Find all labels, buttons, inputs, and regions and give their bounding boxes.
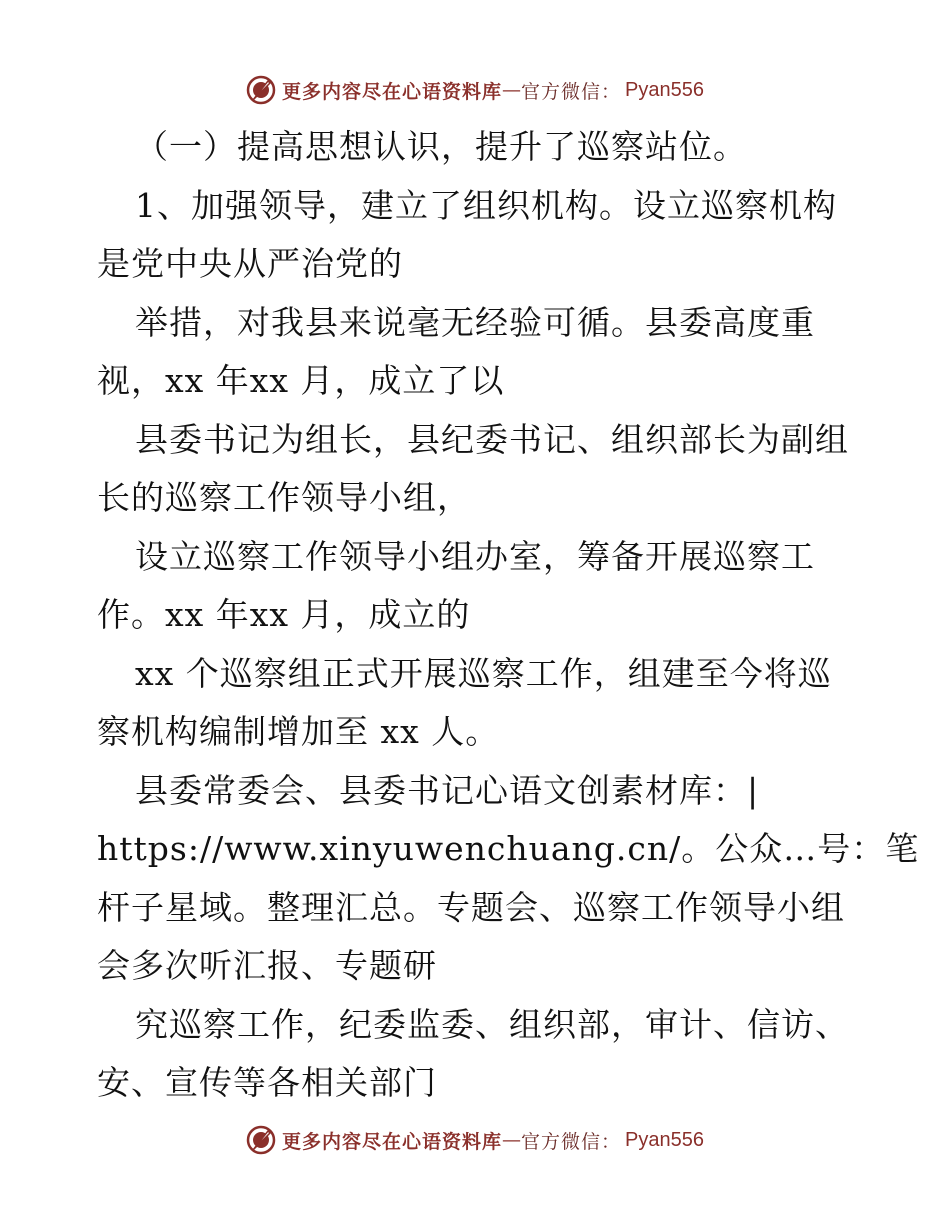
text-line: 是党中央从严治党的: [97, 244, 403, 283]
text-line: 视，xx 年xx 月，成立了以: [97, 361, 505, 400]
text-line: 作。xx 年xx 月，成立的: [97, 595, 471, 634]
header-banner: [0, 70, 950, 110]
text-line: 杆子星域。整理汇总。专题会、巡察工作领导小组: [97, 887, 845, 927]
text-line: 究巡察工作，纪委监委、组织部，审计、信访、: [135, 1004, 849, 1044]
quill-logo-icon: [246, 75, 276, 105]
text-line: xx 个巡察组正式开展巡察工作，组建至今将巡: [135, 653, 832, 693]
document-body: [97, 118, 920, 1113]
banner-main-text: 更多内容尽在心语资料库: [282, 1130, 503, 1153]
text-line: 设立巡察工作领导小组办室，筹备开展巡察工: [135, 536, 815, 576]
banner-wechat-id: Pyan556: [625, 78, 704, 101]
text-line: 安、宣传等各相关部门: [97, 1063, 437, 1102]
banner-separator: —: [502, 1129, 522, 1151]
text-line: https://www.xinyuwenchuang.cn/。公众…号：笔: [97, 829, 920, 868]
text-line: （一）提高思想认识，提升了巡察站位。: [135, 127, 747, 166]
banner-wechat-id: Pyan556: [625, 1128, 704, 1151]
banner-wechat-label: 官方微信：: [521, 1130, 622, 1153]
banner-separator: —: [502, 79, 522, 101]
text-line: 察机构编制增加至 xx 人。: [97, 712, 500, 751]
banner-main-text: 更多内容尽在心语资料库: [282, 80, 503, 103]
banner-wechat-label: 官方微信：: [521, 80, 622, 103]
text-line: 1、加强领导，建立了组织机构。设立巡察机构: [135, 185, 837, 225]
text-line: 县委书记为组长，县纪委书记、组织部长为副组: [135, 419, 849, 459]
text-line: 长的巡察工作领导小组，: [97, 478, 471, 517]
text-line: 会多次听汇报、专题研: [97, 946, 437, 985]
quill-logo-icon: [246, 1125, 276, 1155]
text-line: 县委常委会、县委书记心语文创素材库：|: [135, 770, 760, 810]
footer-banner: [0, 1120, 950, 1160]
text-line: 举措，对我县来说毫无经验可循。县委高度重: [135, 302, 815, 342]
